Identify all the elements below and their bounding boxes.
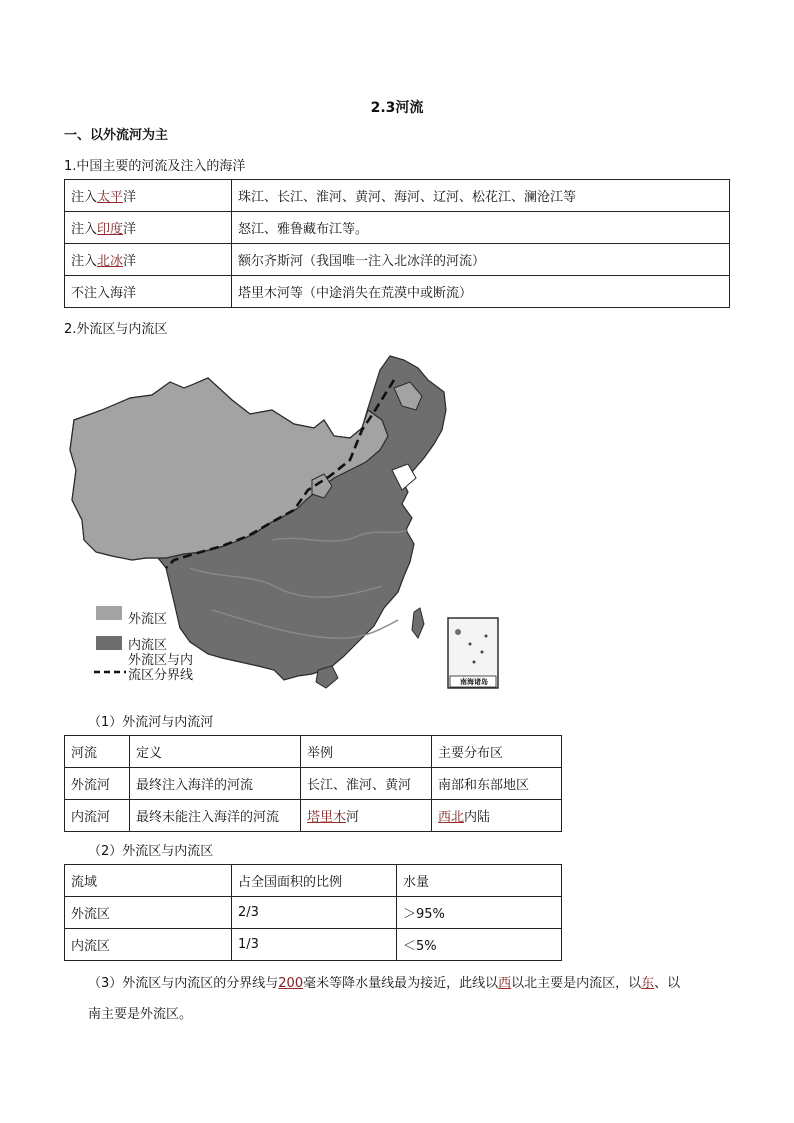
page-title: 2.3河流 xyxy=(370,100,424,116)
legend-swatch-inner xyxy=(96,636,122,650)
legend-label-outer: 外流区 xyxy=(128,612,168,627)
table-cell: ＜5% xyxy=(397,929,562,961)
table-header-cell: 举例 xyxy=(301,736,432,768)
table-cell: 注入印度洋 xyxy=(65,212,232,244)
subsection-heading-rivers: 1.中国主要的河流及注入的海洋 xyxy=(64,159,246,174)
table-cell: 内流区 xyxy=(65,929,232,961)
table-cell: 珠江、长江、淮河、黄河、海河、辽河、松花江、澜沧江等 xyxy=(232,180,730,212)
subheading-river-types: （1）外流河与内流河 xyxy=(88,715,214,730)
paragraph-line: 南主要是外流区。 xyxy=(88,1007,193,1022)
table-cell: 注入北冰洋 xyxy=(65,244,232,276)
table-cell: 西北内陆 xyxy=(432,800,562,832)
rivers-oceans-table xyxy=(64,179,730,308)
table-row xyxy=(65,276,730,308)
table-cell: 最终未能注入海洋的河流 xyxy=(130,800,301,832)
legend-label-boundary-1: 外流区与内 xyxy=(128,653,194,668)
table-cell: 长江、淮河、黄河 xyxy=(301,768,432,800)
table-header-cell: 流域 xyxy=(65,865,232,897)
subheading-drainage-areas: （2）外流区与内流区 xyxy=(88,844,214,859)
table-header-cell: 主要分布区 xyxy=(432,736,562,768)
table-cell: 外流河 xyxy=(65,768,130,800)
table-row xyxy=(65,800,562,832)
table-cell: 塔里木河 xyxy=(301,800,432,832)
table-row xyxy=(65,865,562,897)
hainan-island xyxy=(316,666,338,688)
inset-dot xyxy=(485,635,488,638)
subsection-heading-drainage: 2.外流区与内流区 xyxy=(64,322,168,337)
table-header-cell: 定义 xyxy=(130,736,301,768)
drainage-area-table xyxy=(64,864,562,961)
table-cell: 外流区 xyxy=(65,897,232,929)
table-cell: 塔里木河等（中途消失在荒漠中或断流） xyxy=(232,276,730,308)
table-row xyxy=(65,212,730,244)
table-row xyxy=(65,897,562,929)
table-header-cell: 水量 xyxy=(397,865,562,897)
table-row xyxy=(65,768,562,800)
table-cell: 内流河 xyxy=(65,800,130,832)
table-cell: 1/3 xyxy=(232,929,397,961)
inset-dot xyxy=(455,629,461,635)
table-cell: 额尔齐斯河（我国唯一注入北冰洋的河流） xyxy=(232,244,730,276)
boundary-paragraph xyxy=(64,968,744,1030)
inset-dot xyxy=(481,651,484,654)
table-cell: 不注入海洋 xyxy=(65,276,232,308)
table-cell: 南部和东部地区 xyxy=(432,768,562,800)
table-cell: 最终注入海洋的河流 xyxy=(130,768,301,800)
inset-label: 南海诸岛 xyxy=(460,678,488,686)
legend-label-boundary-2: 流区分界线 xyxy=(128,668,194,683)
table-row xyxy=(65,736,562,768)
table-row xyxy=(65,244,730,276)
table-row xyxy=(65,180,730,212)
table-cell: 2/3 xyxy=(232,897,397,929)
table-header-cell: 占全国面积的比例 xyxy=(232,865,397,897)
table-row xyxy=(65,929,562,961)
paragraph-line: （3）外流区与内流区的分界线与200毫米等降水量线最为接近，此线以西以北主要是内流区，以东、以 xyxy=(88,976,681,991)
legend-swatch-outer xyxy=(96,606,122,620)
section-heading: 一、以外流河为主 xyxy=(64,128,169,143)
river-types-table xyxy=(64,735,562,832)
taiwan-island xyxy=(412,608,424,638)
table-cell: ＞95% xyxy=(397,897,562,929)
table-cell: 怒江、雅鲁藏布江等。 xyxy=(232,212,730,244)
table-header-cell: 河流 xyxy=(65,736,130,768)
inset-dot xyxy=(469,643,472,646)
table-cell: 注入太平洋 xyxy=(65,180,232,212)
inset-dot xyxy=(473,661,476,664)
legend-label-inner: 内流区 xyxy=(128,638,168,653)
